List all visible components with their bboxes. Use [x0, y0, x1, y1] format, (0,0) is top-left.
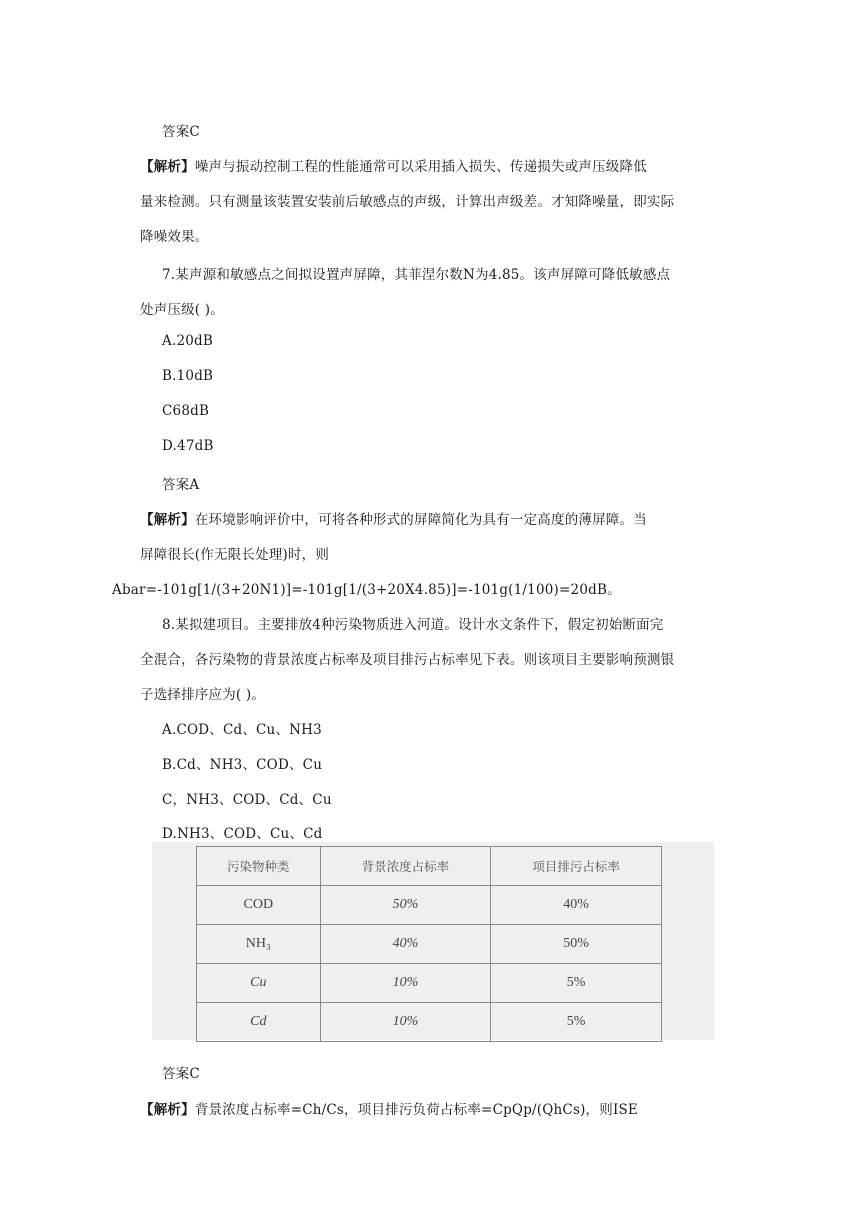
- analysis-text: 屏障很长(作无限长处理)时，则: [140, 547, 330, 563]
- analysis-label: 【解析】: [140, 159, 195, 175]
- analysis-paragraph: [140, 155, 647, 175]
- analysis-text: 在环境影响评价中，可将各种形式的屏障简化为具有一定高度的薄屏障。当: [194, 512, 647, 528]
- table-cell: 50%: [320, 886, 491, 925]
- column-header: 污染物种类: [197, 847, 321, 886]
- table-cell: 50%: [491, 925, 662, 964]
- table-cell: 40%: [491, 886, 662, 925]
- answer-line: 答案A: [162, 477, 200, 493]
- option-c: C，NH3、COD、Cd、Cu: [162, 792, 332, 808]
- analysis-text: 量来检测。只有测量该装置安装前后敏感点的声级，计算出声级差。才知降噪量，即实际: [140, 194, 675, 210]
- analysis-paragraph: [140, 1098, 638, 1118]
- answer-line: 答案C: [162, 124, 200, 140]
- question-text: 7.某声源和敏感点之间拟设置声屏障，其菲涅尔数N为4.85。该声屏障可降低敏感点: [162, 267, 671, 283]
- option-c: C68dB: [162, 403, 210, 419]
- question-text: 全混合，各污染物的背景浓度占标率及项目排污占标率见下表。则该项目主要影响预测银: [140, 652, 675, 668]
- table-cell: 5%: [491, 1003, 662, 1042]
- table-cell: Cu: [197, 964, 321, 1003]
- pollutant-table: [196, 846, 662, 1042]
- option-b: B.10dB: [162, 368, 214, 384]
- table-cell: COD: [197, 886, 321, 925]
- table-cell: 40%: [320, 925, 491, 964]
- table-cell: 5%: [491, 964, 662, 1003]
- table-row: [197, 925, 662, 964]
- question-text: 8.某拟建项目。主要排放4种污染物质进入河道。设计水文条件下，假定初始断面完: [162, 617, 664, 633]
- question-text: 处声压级( )。: [140, 302, 224, 318]
- table-cell: 10%: [320, 964, 491, 1003]
- column-header: 项目排污占标率: [491, 847, 662, 886]
- analysis-text: 噪声与振动控制工程的性能通常可以采用插入损失、传递损失或声压级降低: [194, 159, 647, 175]
- analysis-label: 【解析】: [140, 512, 195, 528]
- table-cell: Cd: [197, 1003, 321, 1042]
- analysis-paragraph: [140, 508, 647, 528]
- scanned-table-image: [152, 842, 714, 1040]
- table-cell: NH₃: [197, 925, 321, 964]
- table-row: [197, 964, 662, 1003]
- table-row: [197, 1003, 662, 1042]
- option-d: D.47dB: [162, 438, 214, 454]
- option-b: B.Cd、NH3、COD、Cu: [162, 757, 323, 773]
- option-a: A.20dB: [162, 333, 213, 349]
- column-header: 背景浓度占标率: [320, 847, 491, 886]
- option-a: A.COD、Cd、Cu、NH3: [162, 722, 322, 738]
- question-text: 子选择排序应为( )。: [140, 687, 266, 703]
- analysis-text: 降噪效果。: [140, 229, 209, 245]
- answer-line: 答案C: [162, 1066, 200, 1082]
- table-header-row: [197, 847, 662, 886]
- analysis-label: 【解析】: [140, 1102, 195, 1118]
- option-d: D.NH3、COD、Cu、Cd: [162, 826, 323, 842]
- table-cell: 10%: [320, 1003, 491, 1042]
- formula-line: Abar=-101g[1/(3+20N1)]=-101g[1/(3+20X4.85)]=-101g(1/100)=20dB。: [112, 582, 621, 598]
- table-row: [197, 886, 662, 925]
- analysis-text: 背景浓度占标率=Ch/Cs，项目排污负荷占标率=CpQp/(QhCs)，则ISE: [194, 1102, 638, 1118]
